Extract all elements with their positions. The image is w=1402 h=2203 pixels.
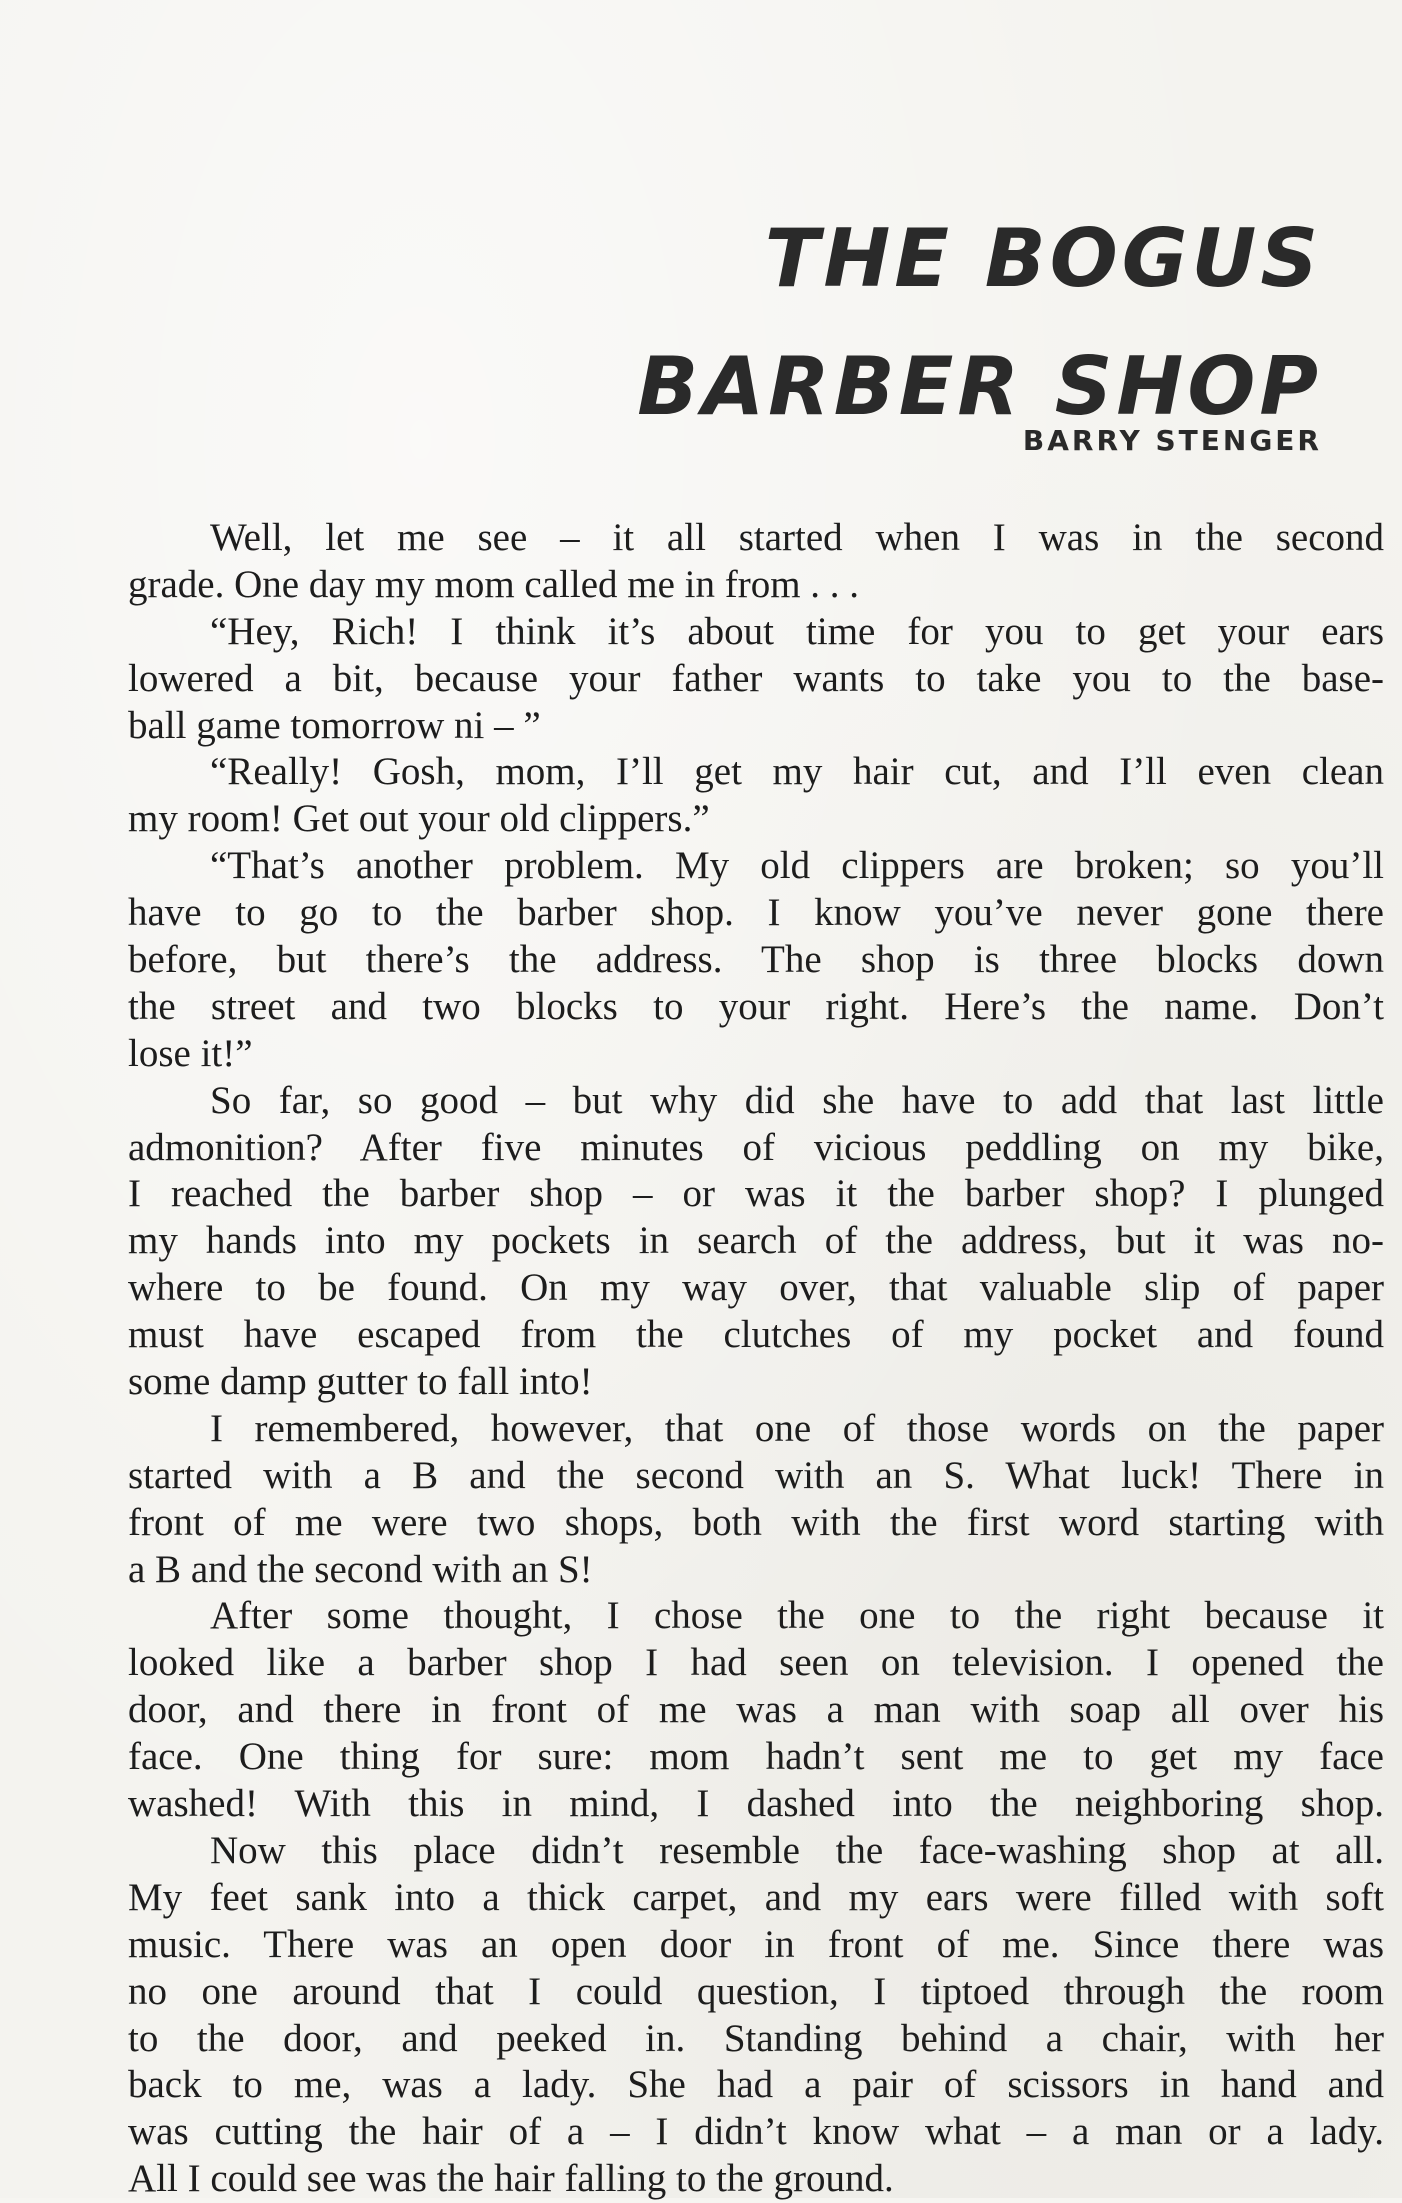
text-line: the street and two blocks to your right. Here’s the name. Don’t bbox=[128, 984, 1384, 1028]
text-line: have to go to the barber shop. I know you’ve never gone there bbox=[128, 891, 1384, 935]
text-line: was cutting the hair of a – I didn’t know what – a man or a lady. bbox=[128, 2110, 1384, 2154]
story-title-line-1: THE BOGUS bbox=[764, 212, 1322, 305]
text-line: my room! Get out your old clippers.” bbox=[128, 797, 710, 841]
text-line: lowered a bit, because your father wants to take you to the base- bbox=[128, 656, 1384, 700]
text-line: After some thought, I chose the one to the right because it bbox=[210, 1594, 1384, 1638]
text-line: some damp gutter to fall into! bbox=[128, 1360, 593, 1404]
text-line: admonition? After five minutes of vicious peddling on my bike, bbox=[128, 1125, 1384, 1169]
text-line: I remembered, however, that one of those words on the paper bbox=[210, 1406, 1384, 1450]
story-body bbox=[128, 515, 1384, 2203]
text-line: a B and the second with an S! bbox=[128, 1547, 593, 1591]
text-line: My feet sank into a thick carpet, and my ears were filled with soft bbox=[128, 1875, 1384, 1919]
text-line: front of me were two shops, both with the first word starting with bbox=[128, 1500, 1384, 1544]
text-line: must have escaped from the clutches of my pocket and found bbox=[128, 1313, 1384, 1357]
author-byline: BARRY STENGER bbox=[1022, 424, 1322, 457]
text-line: lose it!” bbox=[128, 1031, 253, 1075]
story-title bbox=[637, 195, 1322, 451]
text-line: my hands into my pockets in search of the address, but it was no- bbox=[128, 1219, 1384, 1263]
text-line: door, and there in front of me was a man with soap all over his bbox=[128, 1688, 1384, 1732]
text-line: where to be found. On my way over, that valuable slip of paper bbox=[128, 1266, 1384, 1310]
text-line: started with a B and the second with an S. What luck! There in bbox=[128, 1453, 1384, 1497]
text-line: face. One thing for sure: mom hadn’t sent me to get my face bbox=[128, 1735, 1384, 1779]
text-line: no one around that I could question, I tiptoed through the room bbox=[128, 1969, 1384, 2013]
text-line: All I could see was the hair falling to the ground. bbox=[128, 2157, 894, 2201]
text-line: to the door, and peeked in. Standing behind a chair, with her bbox=[128, 2016, 1384, 2060]
text-line: So far, so good – but why did she have to add that last little bbox=[210, 1078, 1384, 1122]
text-line: grade. One day my mom called me in from . . . bbox=[128, 562, 860, 606]
text-line: “Really! Gosh, mom, I’ll get my hair cut, and I’ll even clean bbox=[210, 750, 1384, 794]
text-line: music. There was an open door in front of me. Since there was bbox=[128, 1922, 1384, 1966]
story-title-line-2: BARBER SHOP bbox=[637, 340, 1322, 433]
text-line: ball game tomorrow ni – ” bbox=[128, 703, 541, 747]
text-line: back to me, was a lady. She had a pair of scissors in hand and bbox=[128, 2063, 1384, 2107]
text-line: “Hey, Rich! I think it’s about time for you to get your ears bbox=[210, 609, 1384, 653]
text-line: looked like a barber shop I had seen on television. I opened the bbox=[128, 1641, 1384, 1685]
text-line: Well, let me see – it all started when I was in the second bbox=[210, 516, 1384, 559]
text-line: I reached the barber shop – or was it the barber shop? I plunged bbox=[128, 1172, 1384, 1216]
text-line: Now this place didn’t resemble the face-washing shop at all. bbox=[210, 1828, 1384, 1872]
text-line: “That’s another problem. My old clippers are broken; so you’ll bbox=[210, 844, 1384, 888]
text-line: washed! With this in mind, I dashed into the neighboring shop. bbox=[128, 1782, 1384, 1826]
text-line: before, but there’s the address. The shop is three blocks down bbox=[128, 938, 1384, 982]
